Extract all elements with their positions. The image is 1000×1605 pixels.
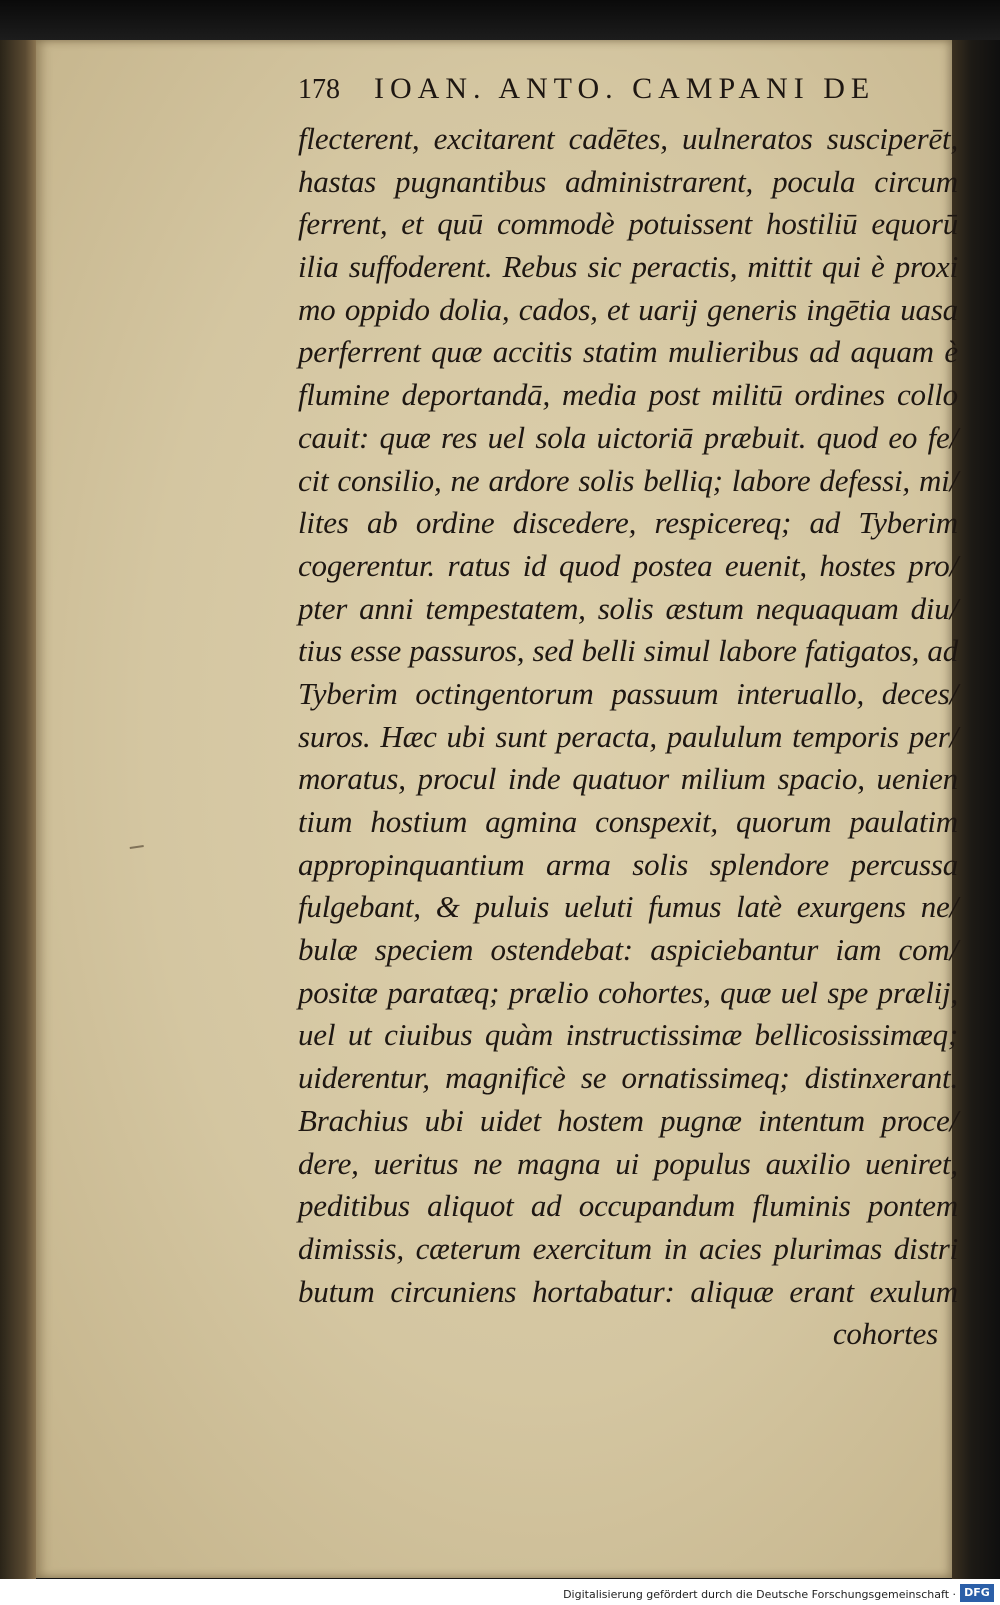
page-number: 178: [298, 74, 340, 105]
footer-bar: [0, 1579, 1000, 1605]
margin-mark: [130, 845, 145, 853]
text-line: uel ut ciuibus quàm instructissimæ bellicosissimæq;: [298, 1017, 958, 1053]
page-header: [298, 72, 918, 116]
text-line: Tyberim octingentorum passuum interuallo, deces/: [298, 675, 958, 711]
text-line: suros. Hæc ubi sunt peracta, paululum temporis per/: [298, 718, 958, 754]
catchword: cohortes: [832, 1316, 938, 1352]
text-line: Brachius ubi uidet hostem pugnæ intentum proce/: [298, 1102, 958, 1138]
text-line: peditibus aliquot ad occupandum fluminis pontem: [298, 1188, 958, 1224]
text-line: dere, ueritus ne magna ui populus auxilio ueniret,: [298, 1145, 958, 1181]
dfg-logo: DFG: [960, 1584, 994, 1602]
book-page: [36, 40, 958, 1578]
text-line: butum circuniens hortabatur: aliquæ erant exulum: [298, 1273, 958, 1309]
text-line: ilia suffoderent. Rebus sic peractis, mittit qui è proxi: [298, 249, 958, 285]
text-line: ferrent, et quū commodè potuissent hostiliū equorū: [298, 206, 958, 242]
text-line: uiderentur, magnificè se ornatissimeq; distinxerant.: [298, 1060, 958, 1096]
footer-credit: Digitalisierung gefördert durch die Deutsche Forschungsgemeinschaft ·: [563, 1588, 956, 1601]
text-line: positæ paratæq; prælio cohortes, quæ uel spe prælij,: [298, 974, 958, 1010]
scan-background-top: [0, 0, 1000, 40]
text-line: appropinquantium arma solis splendore percussa: [298, 846, 958, 882]
text-line: cauit: quæ res uel sola uictoriā præbuit. quod eo fe/: [298, 419, 958, 455]
text-line: cogerentur. ratus id quod postea euenit, hostes pro/: [298, 547, 958, 583]
text-line: flecterent, excitarent cadētes, uulneratos susciperēt,: [298, 121, 958, 156]
text-line: flumine deportandā, media post militū ordines collo: [298, 377, 958, 413]
text-line: dimissis, cæterum exercitum in acies plurimas distri: [298, 1230, 958, 1266]
text-line: tium hostium agmina conspexit, quorum paulatim: [298, 804, 958, 839]
text-line: cit consilio, ne ardore solis belliq; labore defessi, mi/: [298, 462, 958, 498]
text-line: pter anni tempestatem, solis æstum nequaquam diu/: [298, 590, 958, 626]
book-fore-edge: [952, 40, 1000, 1580]
text-line: bulæ speciem ostendebat: aspiciebantur iam com/: [298, 932, 958, 968]
body-text: [298, 118, 958, 1356]
text-line: fulgebant, & puluis ueluti fumus latè exurgens ne/: [298, 889, 958, 925]
text-line: perferrent quæ accitis statim mulieribus ad aquam è: [298, 334, 958, 370]
text-line: hastas pugnantibus administrarent, pocula circum: [298, 163, 958, 199]
running-head: IOAN. ANTO. CAMPANI DE: [374, 72, 876, 105]
text-line: lites ab ordine discedere, respicereq; ad Tyberim: [298, 505, 958, 541]
text-line: tius esse passuros, sed belli simul labore fatigatos, ad: [298, 633, 958, 669]
text-line: mo oppido dolia, cados, et uarij generis ingētia uasa: [298, 291, 958, 327]
text-line: moratus, procul inde quatuor milium spacio, uenien: [298, 761, 958, 797]
book-spine-edge: [0, 40, 36, 1580]
